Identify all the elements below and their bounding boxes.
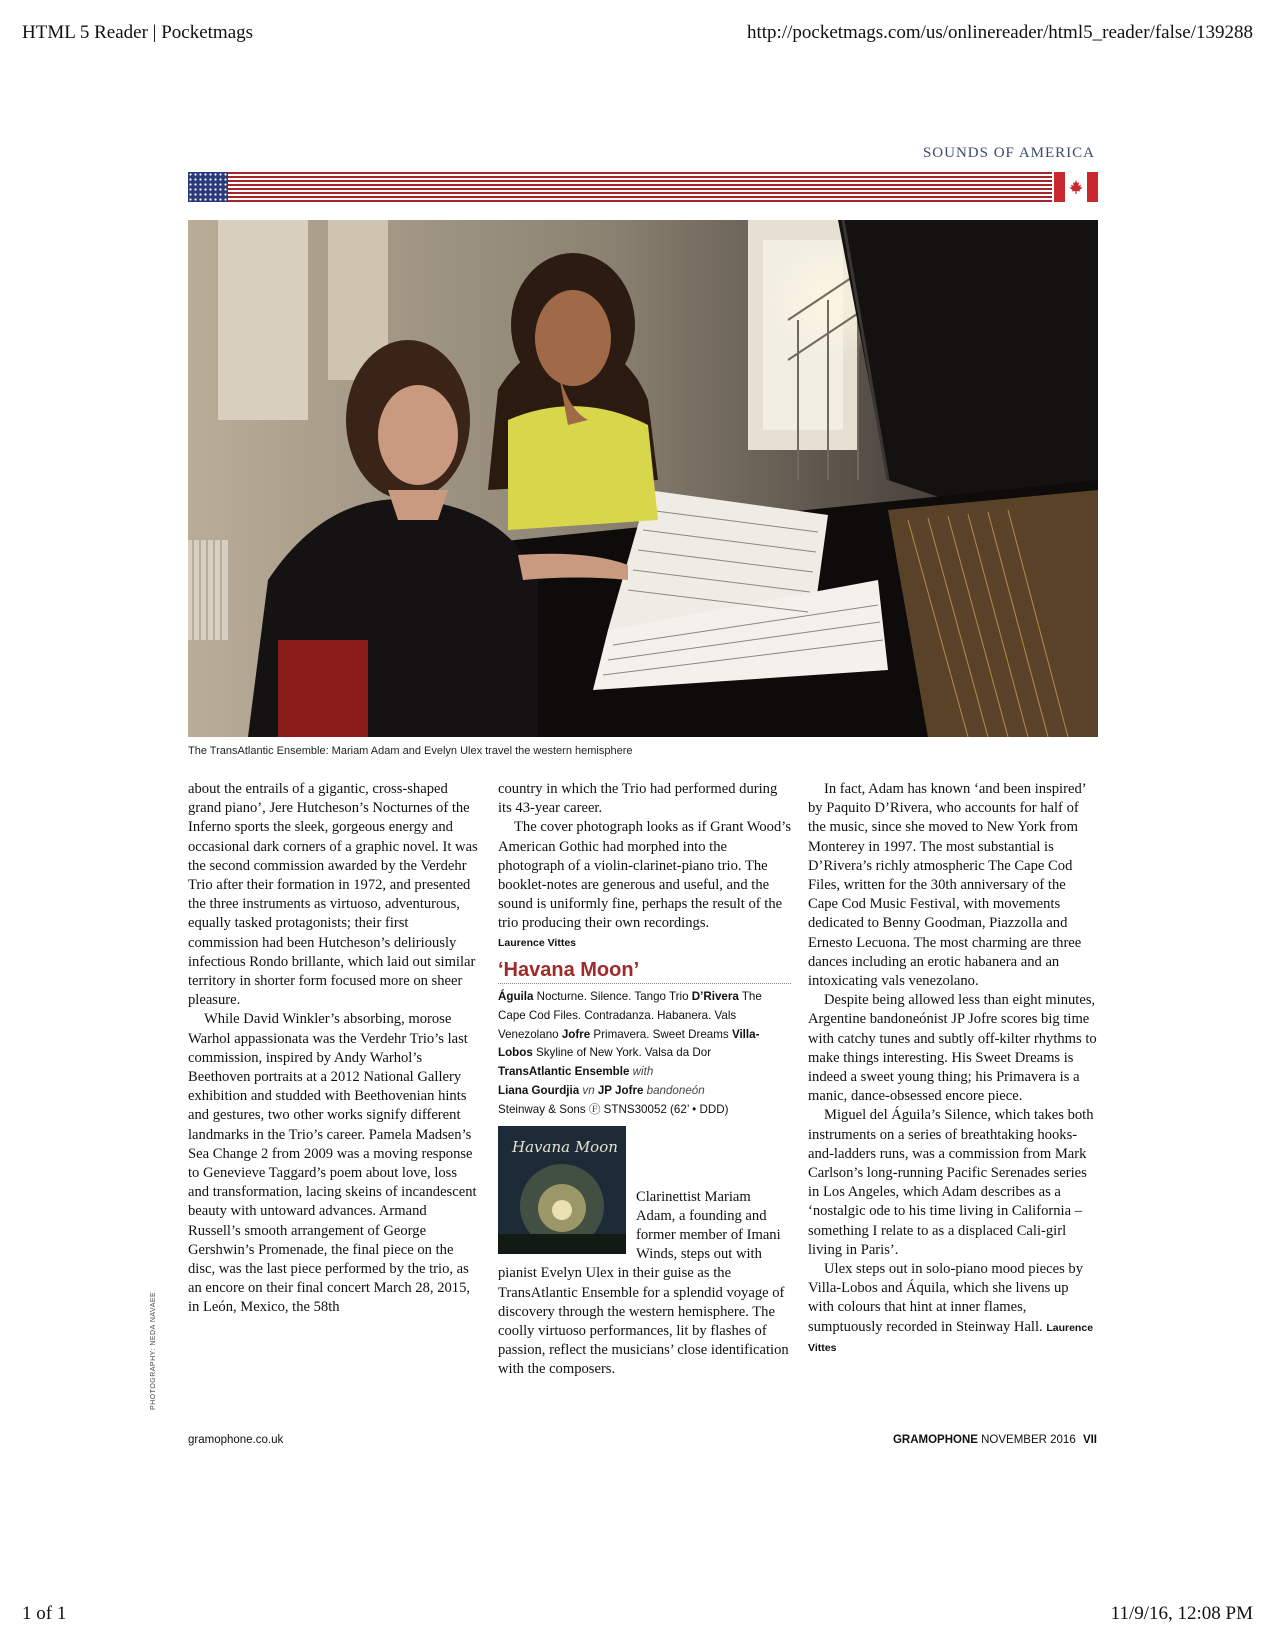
folio-magazine: GRAMOPHONE (892, 1434, 978, 1446)
works-drivera: The Cape Cod Files. Contradanza. Habanera. Vals Venezolano (498, 990, 762, 1041)
composer-aguila: Águila (498, 990, 534, 1004)
print-footer-page: 1 of 1 (22, 1603, 67, 1624)
instrument-1: vn (579, 1084, 598, 1098)
composer-drivera: D’Rivera (691, 990, 739, 1004)
recording-details (498, 988, 791, 1120)
album-cover-image (498, 1126, 626, 1254)
with-text: with (629, 1065, 654, 1079)
reviewer-byline-2: Laurence Vittes (808, 1321, 1094, 1354)
works-villa-lobos: Skyline of New York. Valsa da Dor (532, 1046, 712, 1060)
composer-jofre: Jofre (561, 1027, 591, 1041)
col3-paragraph-2: Despite being allowed less than eight minutes, Argentine bandoneónist JP Jofre scores big time with catchy tunes and subtly off-kilter rhythms to make things interesting. His Sweet Dreams is indeed a sweet young thing; his Primavera is a manic, dance-obsessed encore piece. (808, 992, 1097, 1105)
article-column-1 (188, 780, 478, 1318)
article-column-2 (498, 780, 791, 1380)
print-footer-datetime: 11/9/16, 12:08 PM (1110, 1603, 1253, 1624)
us-flag-stripes (228, 172, 1052, 202)
photo-credit: PHOTOGRAPHY: NEDA NAVAEE (150, 1291, 157, 1410)
col2-paragraph-1: country in which the Trio had performed during its 43-year career. (498, 781, 778, 817)
label-catalogue: Steinway & Sons Ⓕ STNS30052 (62’ • DDD) (498, 1102, 729, 1116)
reviewer-byline: Laurence Vittes (498, 936, 577, 949)
flag-rule (188, 172, 1098, 202)
folio-issue-date: NOVEMBER 2016 (981, 1434, 1076, 1446)
works-aguila: Nocturne. Silence. Tango Trio (533, 990, 692, 1004)
col3-paragraph-4 (808, 1260, 1098, 1358)
folio-issue (893, 1434, 1097, 1446)
ensemble-name: TransAtlantic Ensemble (498, 1065, 630, 1079)
maple-leaf-icon (1068, 179, 1084, 195)
col3-paragraph-4-text: Ulex steps out in solo-piano mood pieces by Villa-Lobos and Áquila, which she livens up with colours that hint at inner flames, sumptuously recorded in Steinway Hall. (808, 1261, 1084, 1335)
us-flag-canton-icon (188, 172, 228, 202)
col2-paragraph-2: The cover photograph looks as if Grant Wood’s American Gothic had morphed into the photograph of a violin-clarinet-piano trio. The booklet-notes are generous and useful, and the sound is uniformly fine, perhaps the result of the trio producing their own recordings. (498, 819, 791, 932)
col1-paragraph-1: about the entrails of a gigantic, cross-shaped grand piano’, Jere Hutcheson’s Nocturnes of the Inferno sports the sleek, gorgeous energy and occasional dark corners of a graphic novel. It was the second commission awarded by the Verdehr Trio after their formation in 1972, and presented the three instruments as virtuoso, adventurous, equally tasked protagonists; their first commission had been Hutcheson’s deliriously infectious Rondo brillante, which laid out similar territory in shorter form focused more on sheer pleasure. (188, 781, 478, 1009)
composer-villa-lobos: Villa-Lobos (498, 1027, 760, 1060)
col3-paragraph-1: In fact, Adam has known ‘and been inspired’ by Paquito D’Rivera, who accounts for half of the music, since she moved to New York from Monterey in 1997. The most substantial is D’Rivera’s richly atmospheric The Cape Cod Files, written for the 30th anniversary of the Cape Cod Music Festival, with movements dedicated to Benny Goodman, Piazzolla and Ernesto Lecuona. The most charming are three dances including an erotic habanera and an intoxicating vals venezolano. (808, 781, 1086, 990)
section-title: SOUNDS OF AMERICA (922, 145, 1095, 161)
album-cover-title: Havana Moon (512, 1137, 618, 1156)
ensemble-photo (188, 220, 1098, 737)
col3-paragraph-3: Miguel del Águila’s Silence, which takes both instruments on a series of breathtaking hooks-and-ladders runs, was a commission from Mark Carlson’s long-running Pacific Serenades series in Los Angeles, which Adam describes as a ‘nostalgic ode to his time living in California – something I relate to as a displaced Cali-girl living in Paris’. (808, 1107, 1094, 1258)
col1-paragraph-2: While David Winkler’s absorbing, morose Warhol appassionata was the Verdehr Trio’s last commission, inspired by Andy Warhol’s Beethoven portraits at a 2012 National Gallery exhibition and studded with Beethovenian hints and gestures, two other works signify different landmarks in the Trio’s career. Pamela Madsen’s Sea Change 2 from 2009 was a moving response to Genevieve Taggard’s poem about love, loss and transformation, lacing skeins of incandescent beauty with untoward advances. Armand Russell’s smooth arrangement of George Gershwin’s Promenade, the final piece on the disc, was the last piece performed by the trio, as an encore on their final concert March 28, 2015, in León, Mexico, the 58th (188, 1011, 477, 1316)
review-title: ‘Havana Moon’ (498, 961, 791, 984)
canada-flag-icon (1052, 172, 1098, 202)
print-header-title: HTML 5 Reader | Pocketmags (22, 22, 254, 43)
folio-site[interactable]: gramophone.co.uk (188, 1434, 284, 1446)
instrument-2: bandoneón (643, 1084, 705, 1098)
performer-1: Liana Gourdjia (498, 1084, 580, 1098)
folio-page-number: VII (1082, 1434, 1097, 1446)
article-column-3 (808, 780, 1098, 1358)
col2-paragraph-3: Clarinettist Mariam Adam, a founding and former member of Imani Winds, steps out with pianist Evelyn Ulex in their guise as the TransAtlantic Ensemble for a splendid voyage of discovery through the western hemisphere. The coolly virtuoso performances, lit by flashes of passion, reflect the musicians’ close identification with the composers. (498, 1188, 789, 1378)
photo-caption: The TransAtlantic Ensemble: Mariam Adam and Evelyn Ulex travel the western hemisphere (188, 745, 633, 757)
performer-2: JP Jofre (597, 1084, 644, 1098)
works-jofre: Primavera. Sweet Dreams (590, 1027, 732, 1041)
print-header-url[interactable]: http://pocketmags.com/us/onlinereader/html5_reader/false/139288 (747, 22, 1253, 43)
